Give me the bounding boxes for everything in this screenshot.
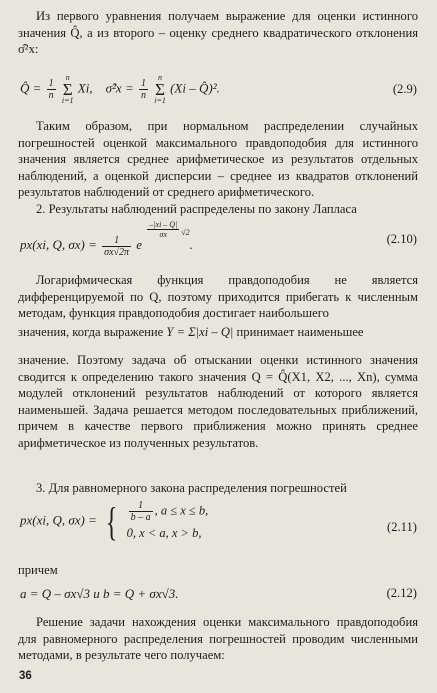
eq210-end: . bbox=[189, 237, 193, 252]
equation-2-10 bbox=[20, 220, 417, 258]
paragraph-moreover: причем bbox=[18, 563, 58, 577]
eq29-lhs2: σ̂²x = bbox=[105, 80, 134, 96]
eq212-text: a = Q – σx√3 и b = Q + σx√3. bbox=[20, 586, 179, 601]
equation-2-12 bbox=[20, 586, 417, 602]
eq29-frac2: $\frac{1}{n}$ bbox=[140, 78, 146, 101]
paragraph-laplace-heading: 2. Результаты наблюдений распределены по закону Лапласа bbox=[36, 202, 357, 216]
eq211-cases: $\frac{1}{b - a}$ , a ≤ x ≤ b, 0, x < a, x > b, bbox=[126, 500, 209, 540]
paragraph-laplace-expr-line bbox=[18, 324, 418, 341]
paragraph-uniform-heading: 3. Для равномерного закона распределения погрешностей bbox=[36, 481, 347, 495]
page-number: 36 bbox=[19, 670, 32, 682]
paragraph-laplace-conclusion: значение. Поэтому задача об отыскании оценки истинного значения сводится к определению такого значения Q = Q̂(X1, X2, ..., Xn), сумма модулей отклонений результатов наблюдений от которого является наименьшей. Задача решается методом последовательных приближений, причем в качестве первого приближения можно принять среднее арифметическое из полученных результатов. bbox=[18, 353, 418, 450]
eq211-lhs: px(xi, Q, σx) = bbox=[20, 512, 97, 528]
equation-2-11 bbox=[20, 500, 417, 543]
eq29-sum1: n Σ i=1 bbox=[61, 73, 74, 105]
eq29-term2: (Xi – Q̂)². bbox=[170, 80, 220, 96]
eq210-exponent: $\frac{-|xi - Q|}{\sigma x}$ bbox=[149, 220, 178, 239]
brace-icon: { bbox=[105, 498, 118, 544]
equation-number: (2.11) bbox=[387, 520, 417, 534]
paragraph-solution: Решение задачи нахождения оценки максимального правдоподобия для равномерного распределения погрешностей проводим численными методами, в результате чего получаем: bbox=[18, 615, 418, 662]
paragraph-intro: Из первого уравнения получаем выражение для оценки истинного значения Q̂, а из второго – оценку среднего квадратического отклонения σ̂²x: bbox=[18, 9, 418, 56]
paragraph-normal-summary: Таким образом, при нормальном распределении случайных погрешностей оценкой максимального правдоподобия для истинного значения является среднее арифметическое из результатов отдельных наблюдений, а оценкой дисперсии – среднее из квадратов отклонений результатов наблюдений от среднего арифметического. bbox=[18, 119, 418, 199]
expr-line-formula: Y = Σ|xi – Q| bbox=[166, 325, 234, 339]
eq210-exp-tail: √2 bbox=[181, 228, 190, 237]
expr-line-suffix: принимает наименьшее bbox=[236, 325, 364, 339]
eq210-frac: $\frac{1}{\sigma x√2\pi}$ bbox=[104, 234, 130, 258]
equation-number: (2.10) bbox=[386, 232, 417, 246]
equation-2-9 bbox=[20, 74, 417, 105]
eq29-sum2: n Σ i=1 bbox=[154, 73, 166, 105]
equation-number: (2.9) bbox=[392, 82, 417, 96]
equation-number: (2.12) bbox=[386, 586, 417, 600]
eq29-lhs1: Q̂ = bbox=[20, 80, 42, 96]
expr-line-prefix: значения, когда выражение bbox=[18, 325, 164, 339]
eq210-exp-base: e bbox=[136, 237, 143, 252]
eq29-frac1: $\frac{1}{n}$ bbox=[48, 78, 54, 101]
eq210-lhs: px(xi, Q, σx) = bbox=[20, 237, 97, 252]
eq29-term1: Xi, bbox=[77, 80, 93, 96]
paragraph-laplace-text: Логарифмическая функция правдоподобия не является дифференцируемой по Q, поэтому приходится прибегать к численным методам, функция правдоподобия достигает наибольшего bbox=[18, 273, 418, 320]
